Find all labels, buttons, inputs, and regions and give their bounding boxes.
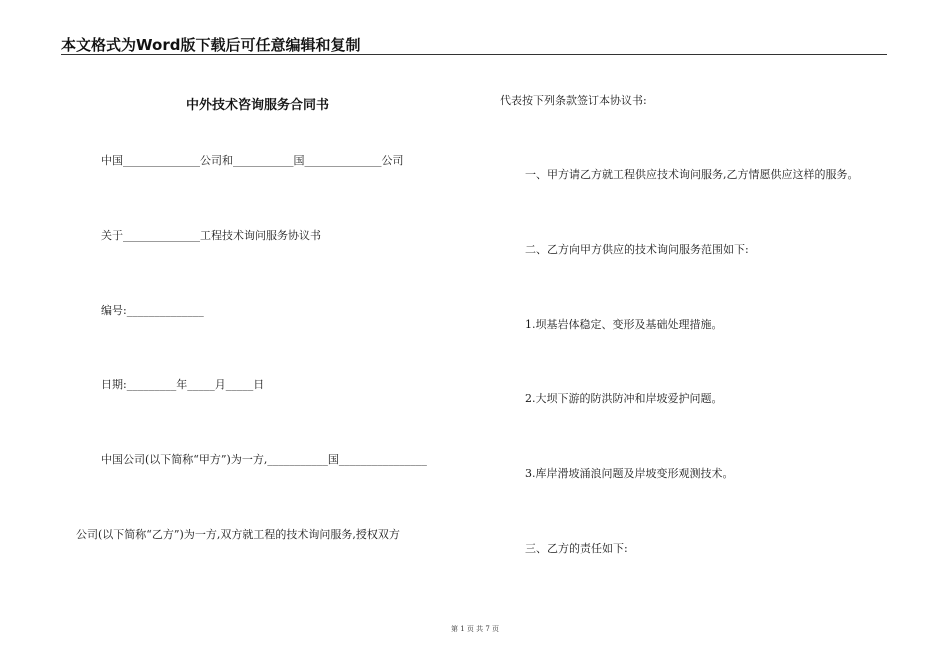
page-footer: 第 1 页 共 7 页 (450, 625, 500, 633)
right-paragraph-intro: 代表按下列条款签订本协议书: (500, 94, 647, 107)
right-paragraph-item-3: 3.库岸滑坡涌浪问题及岸坡变形观测技术。 (525, 467, 734, 480)
right-paragraph-clause-3: 三、乙方的责任如下: (525, 542, 628, 555)
document-title: 中外技术咨询服务合同书 (186, 98, 330, 113)
left-paragraph-number: 编号:______________ (101, 304, 204, 317)
right-paragraph-item-2: 2.大坝下游的防洪防冲和岸坡爱护问题。 (525, 392, 723, 405)
left-paragraph-party-b: 公司(以下简称“乙方”)为一方,双方就工程的技术询问服务,授权双方 (76, 528, 400, 541)
left-paragraph-date: 日期:_________年_____月_____日 (101, 378, 265, 391)
left-paragraph-party-a: 中国公司(以下简称“甲方”)为一方,___________国________________ (101, 453, 427, 466)
right-paragraph-clause-1: 一、甲方请乙方就工程供应技术询问服务,乙方情愿供应这样的服务。 (525, 168, 859, 181)
header-banner: 本文格式为Word版下载后可任意编辑和复制 (61, 36, 361, 54)
right-paragraph-clause-2: 二、乙方向甲方供应的技术询问服务范围如下: (525, 243, 749, 256)
left-paragraph-about: 关于______________工程技术询问服务协议书 (101, 229, 321, 242)
right-paragraph-item-1: 1.坝基岩体稳定、变形及基础处理措施。 (525, 318, 723, 331)
header-rule (61, 54, 887, 55)
left-paragraph-parties: 中国______________公司和___________国______________公司 (101, 154, 404, 167)
